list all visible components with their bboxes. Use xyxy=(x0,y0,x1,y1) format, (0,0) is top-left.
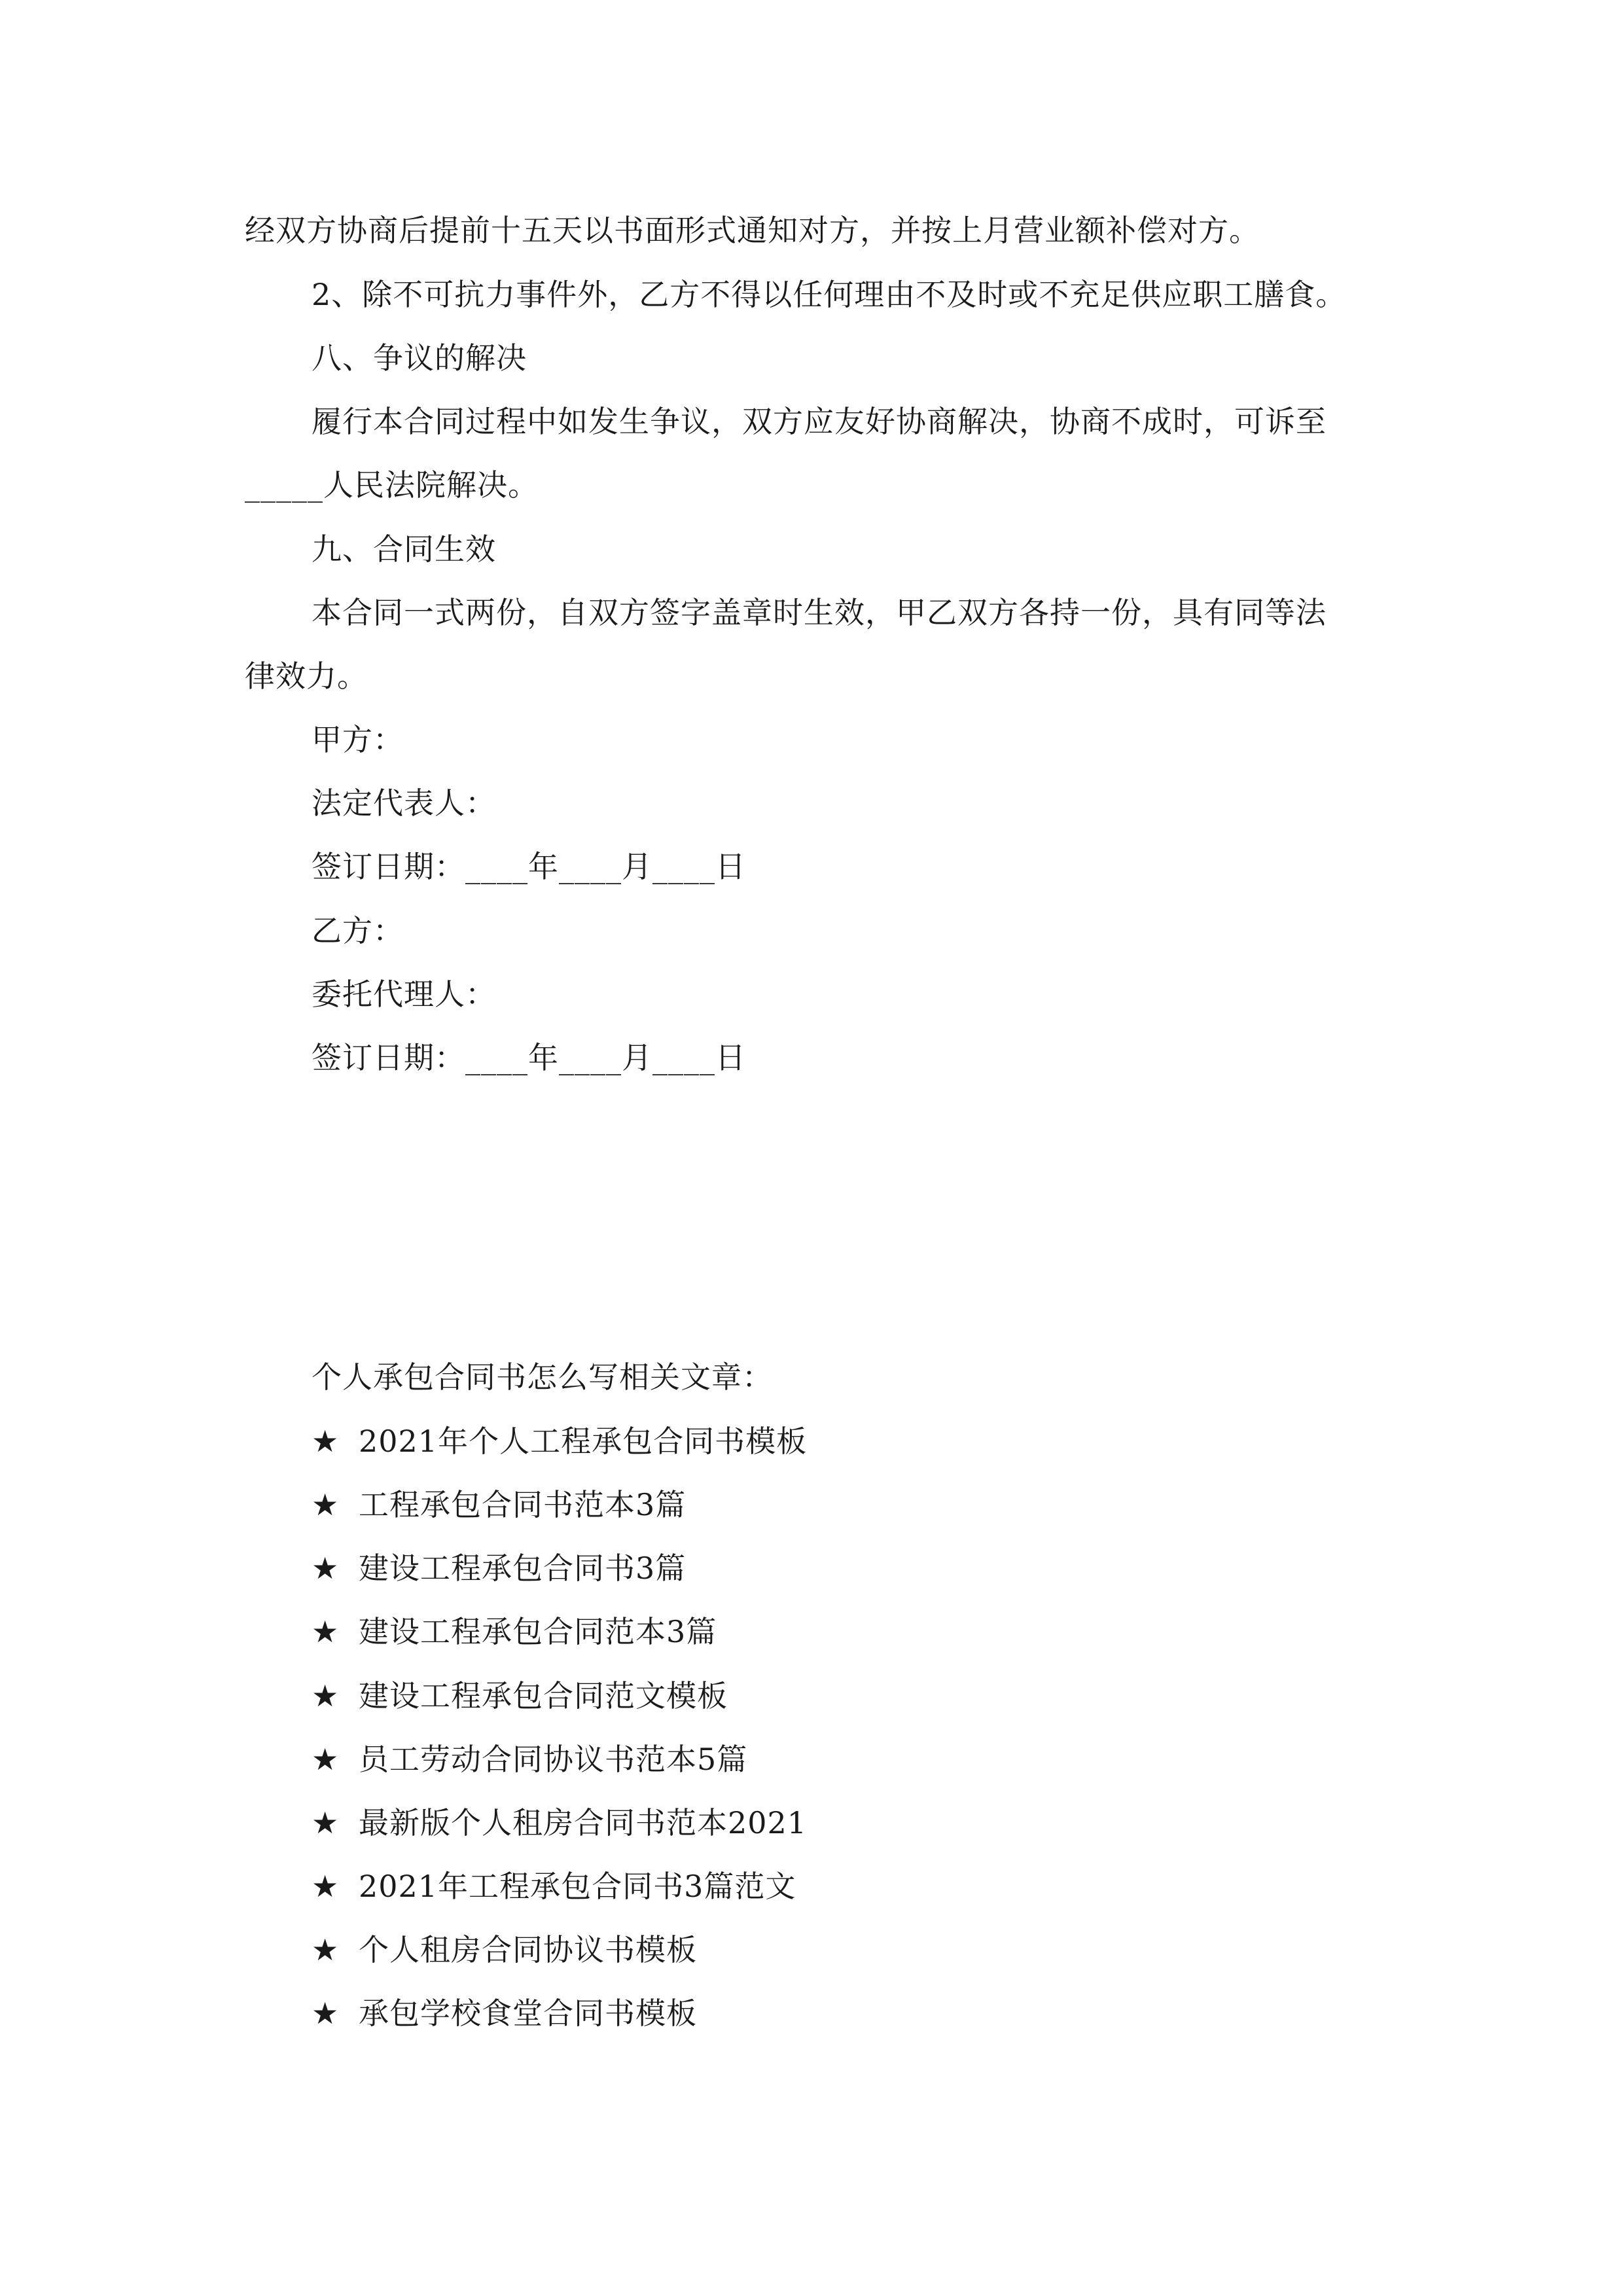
star-icon: ★ xyxy=(312,1996,340,2031)
section-9-heading: 九、合同生效 xyxy=(312,531,496,567)
related-article-link[interactable] xyxy=(312,1994,697,2033)
related-article-title[interactable]: 建设工程承包合同范文模板 xyxy=(359,1678,728,1713)
related-article-title[interactable]: 工程承包合同书范本3篇 xyxy=(359,1487,687,1522)
related-article-link[interactable] xyxy=(312,1612,717,1651)
star-icon: ★ xyxy=(312,1487,340,1522)
related-article-link[interactable] xyxy=(312,1740,747,1779)
star-icon: ★ xyxy=(312,1932,340,1967)
related-article-link[interactable] xyxy=(312,1485,686,1524)
section-9-text-line1: 本合同一式两份，自双方签字盖章时生效，甲乙双方各持一份，具有同等法 xyxy=(312,595,1327,630)
star-icon: ★ xyxy=(312,1678,340,1713)
legal-representative-label: 法定代表人： xyxy=(312,785,496,821)
related-article-title[interactable]: 2021年工程承包合同书3篇范文 xyxy=(359,1869,796,1904)
related-articles-heading: 个人承包合同书怎么写相关文章： xyxy=(312,1359,773,1395)
section-8-text-line1: 履行本合同过程中如发生争议，双方应友好协商解决，协商不成时，可诉至 xyxy=(312,404,1327,439)
related-article-title[interactable]: 承包学校食堂合同书模板 xyxy=(359,1996,697,2031)
signing-date-a: 签订日期：____年____月____日 xyxy=(312,849,746,884)
related-article-title[interactable]: 2021年个人工程承包合同书模板 xyxy=(359,1424,808,1459)
related-article-title[interactable]: 建设工程承包合同范本3篇 xyxy=(359,1614,717,1649)
related-article-link[interactable] xyxy=(312,1930,697,1969)
related-article-link[interactable] xyxy=(312,1422,807,1461)
party-b-label: 乙方： xyxy=(312,913,404,948)
section-9-text-line2: 律效力。 xyxy=(245,658,368,694)
star-icon: ★ xyxy=(312,1869,340,1904)
related-article-title[interactable]: 建设工程承包合同书3篇 xyxy=(359,1551,687,1586)
section-8-text-line2: _____人民法院解决。 xyxy=(245,467,539,503)
section-8-heading: 八、争议的解决 xyxy=(312,340,527,376)
star-icon: ★ xyxy=(312,1614,340,1649)
related-article-title[interactable]: 员工劳动合同协议书范本5篇 xyxy=(359,1742,748,1777)
related-article-title[interactable]: 个人租房合同协议书模板 xyxy=(359,1932,697,1967)
related-article-link[interactable] xyxy=(312,1676,728,1715)
star-icon: ★ xyxy=(312,1551,340,1586)
clause-item-2: 2、除不可抗力事件外，乙方不得以任何理由不及时或不充足供应职工膳食。 xyxy=(312,277,1347,312)
related-article-link[interactable] xyxy=(312,1803,807,1842)
party-a-label: 甲方： xyxy=(312,722,404,757)
agent-label: 委托代理人： xyxy=(312,977,496,1012)
star-icon: ★ xyxy=(312,1742,340,1777)
paragraph-notice: 经双方协商后提前十五天以书面形式通知对方，并按上月营业额补偿对方。 xyxy=(245,213,1260,248)
related-article-link[interactable] xyxy=(312,1549,686,1588)
signing-date-b: 签订日期：____年____月____日 xyxy=(312,1040,746,1075)
related-article-title[interactable]: 最新版个人租房合同书范本2021 xyxy=(359,1805,808,1840)
star-icon: ★ xyxy=(312,1424,340,1459)
related-article-link[interactable] xyxy=(312,1867,796,1906)
star-icon: ★ xyxy=(312,1805,340,1840)
